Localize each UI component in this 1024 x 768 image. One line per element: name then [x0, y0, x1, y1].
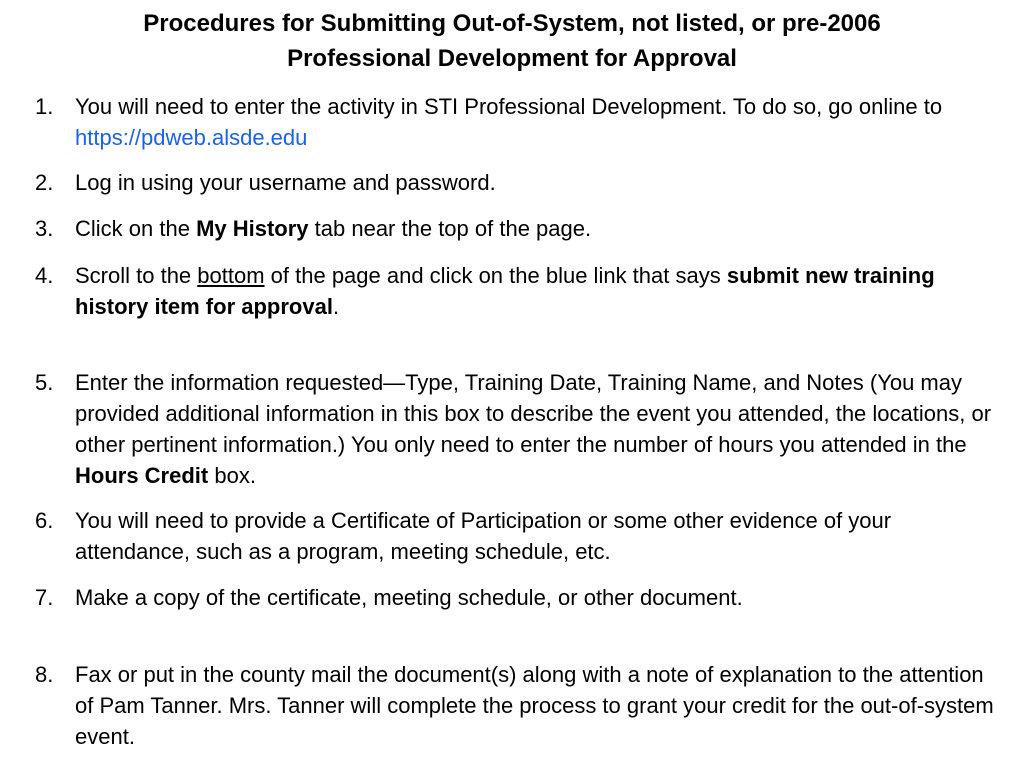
item-text: Click on the — [75, 216, 197, 241]
submit-link-emphasis: submit new training history item for approval — [75, 263, 935, 319]
item-text: Log in using your username and password. — [75, 170, 496, 195]
list-item — [35, 260, 1000, 322]
title-line-1: Procedures for Submitting Out-of-System, not listed, or pre-2006 — [143, 10, 881, 37]
item-number: 2. — [35, 170, 54, 195]
page-title — [0, 6, 1024, 76]
item-text: You will need to enter the activity in STI Professional Development. To do so, go online to — [75, 94, 943, 119]
item-number: 6. — [35, 508, 54, 533]
list-item — [35, 213, 1000, 244]
item-number: 7. — [35, 585, 54, 610]
item-text: Scroll to the — [75, 263, 198, 288]
pdweb-link[interactable]: https://pdweb.alsde.edu — [75, 125, 308, 150]
list-item — [35, 659, 1000, 752]
my-history-emphasis: My History — [196, 216, 309, 241]
item-text: box. — [208, 463, 256, 488]
item-number: 8. — [35, 662, 54, 687]
item-text: of the page and click on the blue link that says — [264, 263, 727, 288]
title-line-2: Professional Development for Approval — [287, 45, 737, 72]
list-item — [35, 167, 1000, 198]
list-item — [35, 367, 1000, 491]
list-item — [35, 582, 1000, 613]
item-text: Make a copy of the certificate, meeting schedule, or other document. — [75, 585, 743, 610]
item-number: 4. — [35, 263, 54, 288]
item-text: You will need to provide a Certificate of Participation or some other evidence of your attendance, such as a program, meeting schedule, etc. — [75, 508, 892, 564]
item-text: Fax or put in the county mail the document(s) along with a note of explanation to the attention of Pam Tanner. Mrs. Tanner will complete the process to grant your credit for the out-of-system event. — [75, 662, 994, 749]
list-item — [35, 505, 1000, 567]
item-number: 5. — [35, 370, 54, 395]
item-text: . — [332, 294, 340, 319]
item-number: 3. — [35, 216, 54, 241]
hours-credit-emphasis: Hours Credit — [75, 463, 209, 488]
item-text: tab near the top of the page. — [308, 216, 592, 241]
item-text: Enter the information requested—Type, Training Date, Training Name, and Notes (You may provided additional information in this box to describe the event you attended, the locations, or other pertinent information.) You only need to enter the number of hours you attended in the — [75, 370, 992, 457]
list-item — [35, 91, 1000, 153]
bottom-emphasis: bottom — [197, 263, 265, 288]
item-number: 1. — [35, 94, 54, 119]
